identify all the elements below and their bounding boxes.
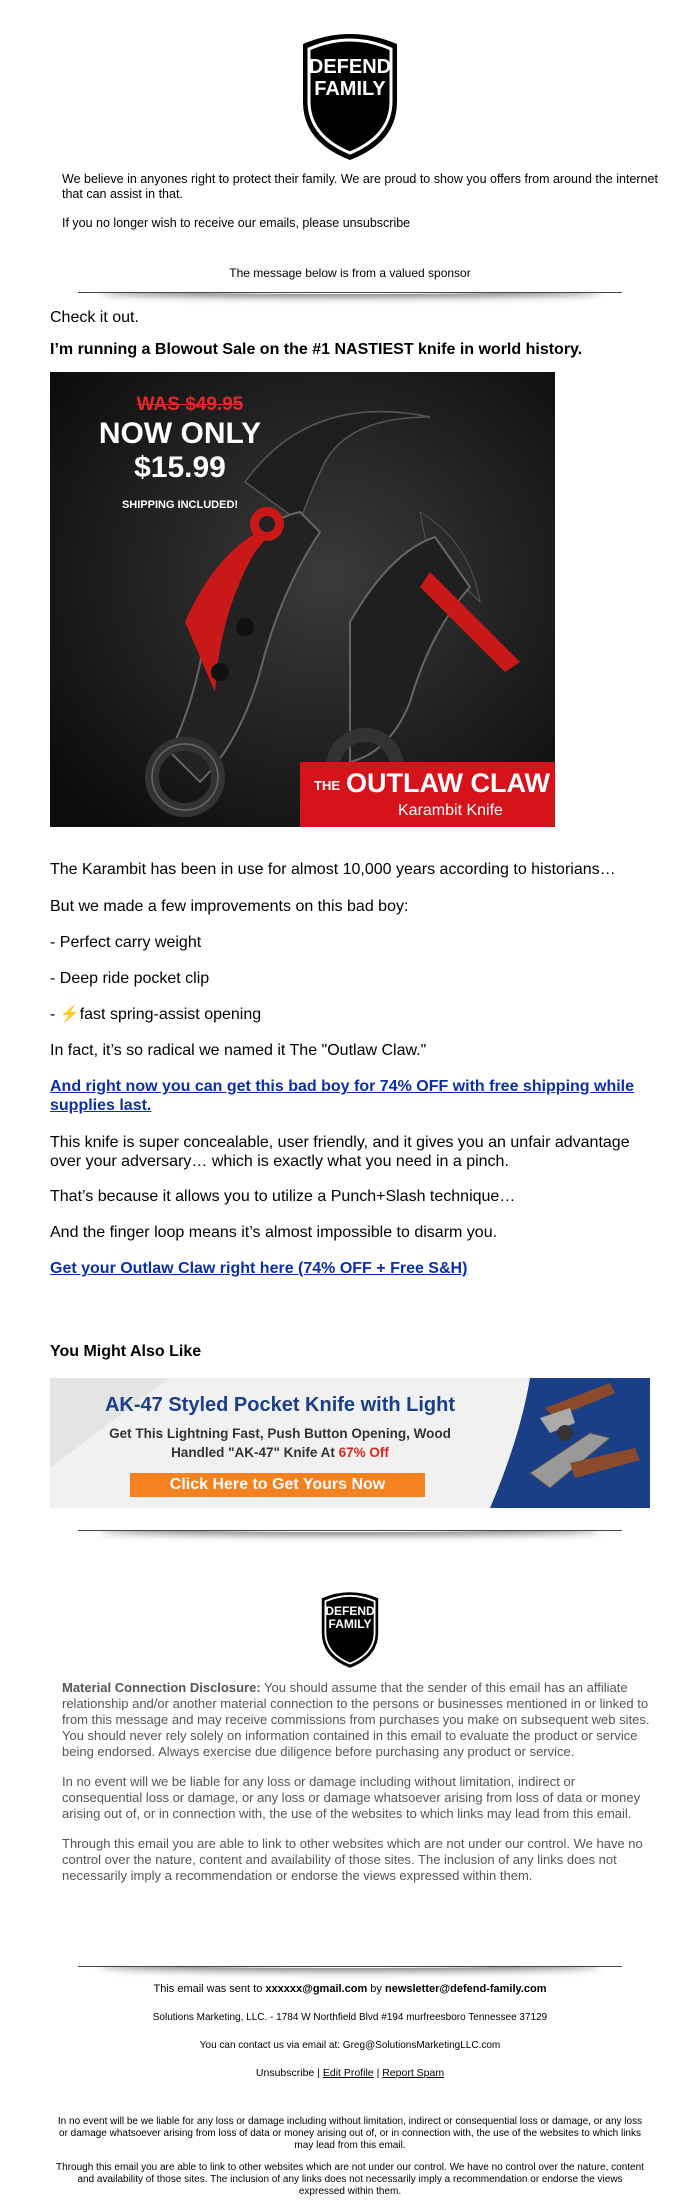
- recipient-email: xxxxxx@gmail.com: [265, 1983, 368, 1995]
- bullet-dash: -: [50, 1006, 56, 1023]
- bullet-pocket-clip: - Deep ride pocket clip: [50, 970, 210, 987]
- headline: I’m running a Blowout Sale on the #1 NASTIEST knife in world history.: [50, 341, 583, 358]
- footer-liability: In no event will be we liable for any loss or damage including without limitation, indirect or consequential loss or damage, or any loss or damage whatsoever arising from loss of data or money arising out of, or in connection with, the use of the websites to which links may lead from this email.: [57, 2116, 643, 2151]
- company-address: Solutions Marketing, LLC. - 1784 W Northfield Blvd #194 murfreesboro Tennessee 37129: [152, 2012, 548, 2023]
- paragraph-concealable: This knife is super concealable, user friendly, and it gives you an unfair advantage over your adversary… which is exactly what you need in a pinch.: [50, 1134, 630, 1170]
- unsubscribe-prefix: If you no longer wish to receive our emails, please: [62, 216, 340, 230]
- banner-title: OUTLAW CLAW: [346, 768, 550, 798]
- paragraph-history: The Karambit has been in use for almost 10,000 years according to historians…: [50, 861, 616, 878]
- logo-line-2: FAMILY: [314, 78, 386, 100]
- ad-discount: 67% Off: [338, 1445, 389, 1460]
- cta-link-74-off[interactable]: And right now you can get this bad boy for 74% OFF with free shipping while supplies last.: [50, 1078, 635, 1114]
- links-paragraph: Through this email you are able to link to other websites which are not under our control. We have no control over the nature, content and availability of those sites. The inclusion of any links does not necessarily imply a recommendation or endorse the views expressed within them.: [62, 1836, 643, 1883]
- unsubscribe-link[interactable]: unsubscribe: [342, 216, 411, 230]
- now-only-label: NOW ONLY: [98, 417, 262, 450]
- logo-line-2: FAMILY: [328, 1617, 372, 1631]
- ad-line-1: Get This Lightning Fast, Push Button Opening, Wood: [109, 1426, 451, 1441]
- outlaw-claw-banner: [300, 762, 555, 827]
- ad-title: AK-47 Styled Pocket Knife with Light: [104, 1394, 456, 1416]
- logo-line-1: DEFEND: [325, 1604, 375, 1618]
- footer-links-notice: Through this email you are able to link to other websites which are not under our control. We have no control over the nature, content and availability of those sites. The inclusion of any links does not necessarily imply a recommendation or endorse the views expressed within them.: [56, 2162, 644, 2197]
- paragraph-finger-loop: And the finger loop means it’s almost impossible to disarm you.: [50, 1224, 498, 1241]
- report-spam-link[interactable]: Report Spam: [382, 2067, 445, 2079]
- liability-paragraph: In no event will we be liable for any loss or damage including without limitation, indirect or consequential loss or damage, or any loss or damage whatsoever arising from loss of data or money arising out of, or in connection with, the use of the websites to which links may lead from this email.: [62, 1774, 641, 1821]
- greeting: Check it out.: [50, 309, 139, 326]
- divider: [78, 292, 622, 306]
- divider: [78, 1530, 622, 1544]
- ak47-ad-banner[interactable]: [50, 1378, 650, 1508]
- disclosure-label: Material Connection Disclosure:: [62, 1680, 261, 1695]
- paragraph-named: In fact, it’s so radical we named it The "Outlaw Claw.": [50, 1042, 427, 1059]
- disclosure-paragraph: [62, 1680, 652, 1760]
- paragraph-improvements: But we made a few improvements on this bad boy:: [50, 898, 409, 915]
- bullet-spring-assist: [50, 1005, 660, 1024]
- logo-line-1: DEFEND: [308, 56, 392, 78]
- was-price: WAS $49.95: [136, 394, 244, 415]
- contact-line: You can contact us via email at: Greg@SolutionsMarketingLLC.com: [199, 2040, 501, 2051]
- ad-button[interactable]: Click Here to Get Yours Now: [130, 1473, 425, 1497]
- hero-image[interactable]: [50, 372, 555, 827]
- also-like-heading: You Might Also Like: [50, 1343, 202, 1360]
- now-price: $15.99: [134, 451, 226, 484]
- bullet-spring-text: fast spring-assist opening: [79, 1006, 262, 1023]
- top-logo: [297, 22, 403, 162]
- cta-link-get-outlaw-claw[interactable]: Get your Outlaw Claw right here (74% OFF + Free S&H): [50, 1260, 468, 1277]
- footer-unsubscribe-link[interactable]: Unsubscribe: [255, 2067, 315, 2079]
- banner-prefix: THE: [314, 778, 340, 793]
- sponsor-note: The message below is from a valued sponsor: [229, 266, 471, 280]
- edit-profile-link[interactable]: Edit Profile: [322, 2067, 374, 2079]
- sent-to-line: [0, 1983, 700, 1996]
- intro-text: We believe in anyones right to protect their family. We are proud to show you offers from around the internet that can assist in that.: [62, 172, 658, 201]
- sep-1: |: [317, 2067, 320, 2079]
- paragraph-punch-slash: That’s because it allows you to utilize a Punch+Slash technique…: [50, 1188, 516, 1205]
- sent-by: by: [370, 1983, 382, 1995]
- sent-prefix: This email was sent to: [153, 1983, 263, 1995]
- footer-links: [0, 2067, 700, 2080]
- footer-logo: [318, 1585, 382, 1669]
- sep-2: |: [376, 2067, 380, 2079]
- bullet-carry-weight: - Perfect carry weight: [50, 934, 202, 951]
- ad-line-2: Handled "AK-47" Knife At: [171, 1445, 335, 1460]
- divider: [78, 1966, 622, 1980]
- lightning-icon: ⚡: [59, 1006, 80, 1023]
- shipping-included: SHIPPING INCLUDED!: [121, 499, 239, 511]
- disclosure-text: You should assume that the sender of this email has an affiliate relationship and/or another material connection to the persons or businesses mentioned in or linked to from this message and may receive commissions from purchases you make on subsequent web sites. You should never rely solely on information contained in this email to evaluate the product or service being endorsed. Always exercise due diligence before purchasing any product or service.: [62, 1680, 650, 1759]
- banner-subtitle: Karambit Knife: [398, 802, 503, 819]
- sender-email: newsletter@defend-family.com: [384, 1983, 547, 1995]
